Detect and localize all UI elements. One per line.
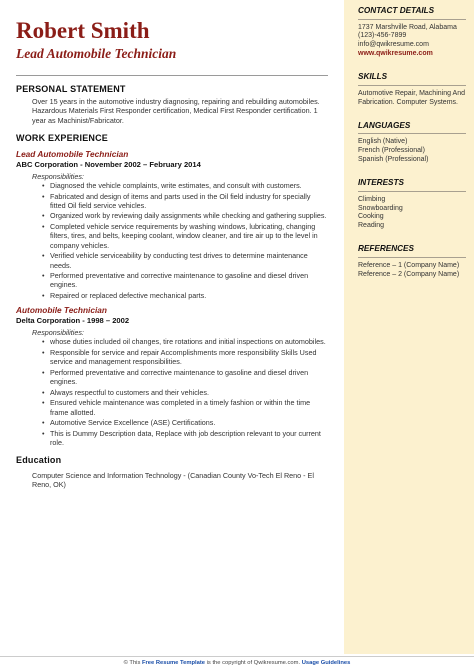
interest-item: Reading [358,222,385,230]
responsibility-item: • Always respectful to customers and their vehicles. [42,388,328,397]
interest-item: Snowboarding [358,204,403,212]
responsibility-item: • Organized work by reviewing daily assignments while checking and gathering supplies. [42,211,328,220]
responsibilities-list [16,181,328,301]
responsibility-item: • Fabricated and design of items and parts used in the Oil field industry for specially fitted Oil field service vehicles. [42,192,328,210]
header-divider [16,75,328,76]
language-item: French (Professional) [358,147,425,155]
skills-text: Automotive Repair, Machining And Fabrication. Computer Systems. [358,89,466,106]
personal-statement-heading: PERSONAL STATEMENT [16,83,126,94]
references-heading: REFERENCES [358,244,466,258]
footer-prefix: © This [123,660,142,666]
footer-middle: is the copyright of Qwikresume.com. [205,660,302,666]
interests-section [358,178,466,231]
work-experience-heading: WORK EXPERIENCE [16,132,109,143]
interest-item: Climbing [358,195,386,203]
interest-item: Cooking [358,213,384,221]
job-entry [16,305,328,447]
sidebar [344,0,474,654]
responsibility-item: • Verified vehicle serviceability by conducting test drives to determine maintenance needs. [42,251,328,269]
reference-item: Reference – 1 (Company Name) [358,261,460,269]
skills-heading: SKILLS [358,72,466,86]
responsibility-item: • Completed vehicle service requirements by washing windows, lubricating, changing filters, tires, and belts, keeping coolant, window cleaner, and tire air up to the level in company vehicles. [42,222,328,250]
references-section [358,244,466,279]
responsibility-item: • Responsible for service and repair Accomplishments more responsibility Skills Used service and management responsibilities. [42,348,328,366]
reference-item: Reference – 2 (Company Name) [358,270,460,278]
contact-heading: CONTACT DETAILS [358,6,466,20]
job-company-dates: ABC Corporation - November 2002 – February 2014 [16,159,201,169]
responsibilities-list [16,337,328,447]
responsibility-item: • This is Dummy Description data, Replace with job description relevant to your current role. [42,429,328,447]
education-text: Computer Science and Information Technology - (Canadian County Vo-Tech El Reno - El Reno, OK) [32,470,314,490]
contact-section [358,6,466,59]
contact-website-link[interactable]: www.qwikresume.com [358,50,433,58]
responsibility-item: • whose duties included oil changes, tire rotations and initial inspections on automobiles. [42,337,328,346]
responsibility-item: • Automotive Service Excellence (ASE) Certifications. [42,418,328,427]
free-resume-template-link[interactable]: Free Resume Template [141,660,206,666]
usage-guidelines-link[interactable]: Usage Guidelines [301,660,351,666]
contact-email[interactable]: info@qwikresume.com [358,41,429,49]
job-entry [16,149,328,300]
footer [0,656,474,670]
contact-address: 1737 Marshville Road, Alabama [358,23,457,31]
interests-heading: INTERESTS [358,178,466,192]
candidate-title: Lead Automobile Technician [16,46,177,62]
responsibility-item: • Performed preventative and corrective maintenance to gasoline and diesel driven engines. [42,368,328,386]
responsibility-item: • Ensured vehicle maintenance was completed in a timely fashion or within the time frame allotted. [42,398,328,416]
skills-section [358,72,466,107]
language-item: English (Native) [358,138,408,146]
languages-section [358,121,466,165]
job-title: Automobile Technician [16,305,107,316]
education-heading: Education [16,455,62,466]
languages-heading: LANGUAGES [358,121,466,135]
responsibilities-label: Responsibilities: [32,327,84,337]
candidate-name: Robert Smith [16,18,150,43]
language-item: Spanish (Professional) [358,156,429,164]
contact-phone: (123)-456-7899 [358,32,407,40]
job-title: Lead Automobile Technician [16,149,129,160]
personal-statement-text: Over 15 years in the automotive industry diagnosing, repairing and rebuilding automobiles. Hazardous Materials First Responder certification, Medical First Responder certification. 1 year as Machinist/Fabricator. [32,97,320,125]
job-company-dates: Delta Corporation - 1998 – 2002 [16,316,130,326]
responsibilities-label: Responsibilities: [32,171,84,181]
responsibility-item: • Diagnosed the vehicle complaints, write estimates, and consult with customers. [42,181,328,190]
responsibility-item: • Performed preventative and corrective maintenance to gasoline and diesel driven engines. [42,271,328,289]
responsibility-item: • Repaired or replaced defective mechanical parts. [42,291,328,300]
